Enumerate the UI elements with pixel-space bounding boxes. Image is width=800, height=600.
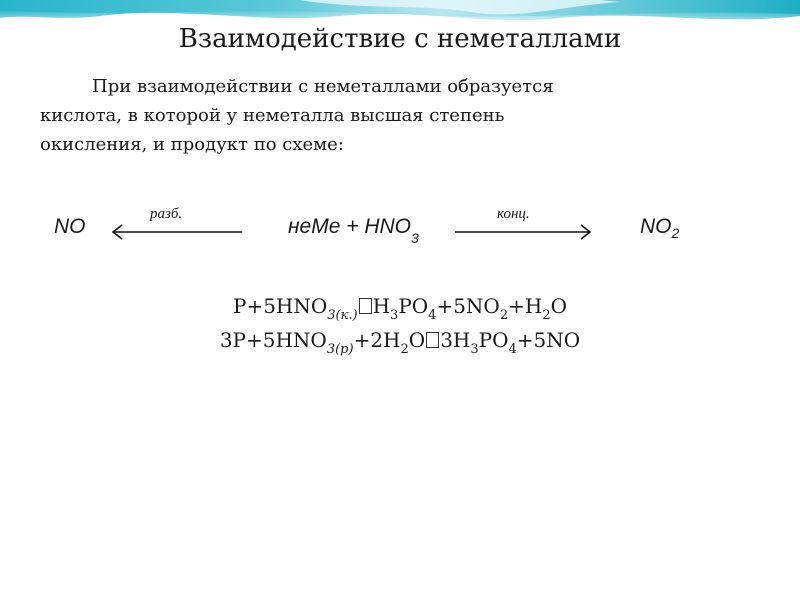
eq1-sub-4: 2: [499, 308, 509, 323]
eq2-sub-5: 4: [508, 342, 517, 357]
eq1-sub-5: 2: [542, 308, 551, 323]
eq1-part-5: +H: [508, 294, 543, 318]
paragraph-line-1: [40, 72, 690, 101]
slide-title: Взаимодействие с неметаллами: [178, 24, 622, 54]
eq2-part-1: 3P+5HNO: [219, 328, 327, 352]
arrow-glyph-icon: [359, 298, 372, 314]
reactants-text: неМе + HNO: [288, 215, 412, 238]
equation-1: [0, 294, 800, 323]
eq1-part-4: +5NO: [436, 294, 500, 318]
eq1-part-3: PO: [398, 294, 429, 318]
eq2-sub-2: 2: [400, 342, 409, 357]
right-arrow-label: конц.: [497, 206, 530, 222]
eq1-part-6: O: [550, 294, 568, 318]
left-arrow-label: разб.: [150, 206, 183, 222]
eq2-part-6: +5NO: [516, 328, 581, 352]
paragraph-text-1: При взаимодействии с неметаллами образуется: [92, 76, 554, 97]
paragraph-line-3: окисления, и продукт по схеме:: [40, 134, 344, 155]
eq1-sub-2: 3: [390, 308, 399, 323]
right-product-subscript: 2: [671, 225, 680, 241]
reactants-subscript: 3: [411, 230, 419, 246]
eq2-part-3: O: [408, 328, 426, 352]
eq2-part-5: PO: [478, 328, 509, 352]
scheme-right-product: [640, 215, 679, 239]
equation-2: [0, 328, 800, 357]
eq2-sub-1: 3(р): [326, 342, 354, 357]
eq2-part-2: +2H: [353, 328, 401, 352]
left-arrow-icon: [108, 222, 243, 242]
eq2-part-4: 3H: [440, 328, 471, 352]
scheme-left-product: NO: [54, 215, 86, 238]
paragraph-line-2: кислота, в которой у неметалла высшая степень: [40, 105, 505, 126]
right-product-text: NO: [640, 215, 672, 238]
eq1-sub-1: 3(к.): [327, 308, 358, 323]
eq1-part-1: P+5HNO: [232, 294, 328, 318]
scheme-reactants: [288, 215, 419, 246]
eq2-sub-4: 3: [470, 342, 479, 357]
intro-paragraph: [40, 72, 690, 159]
arrow-glyph-icon: [426, 332, 439, 348]
right-arrow-icon: [455, 222, 595, 242]
eq1-part-2: H: [372, 294, 391, 318]
eq1-sub-3: 4: [428, 308, 437, 323]
